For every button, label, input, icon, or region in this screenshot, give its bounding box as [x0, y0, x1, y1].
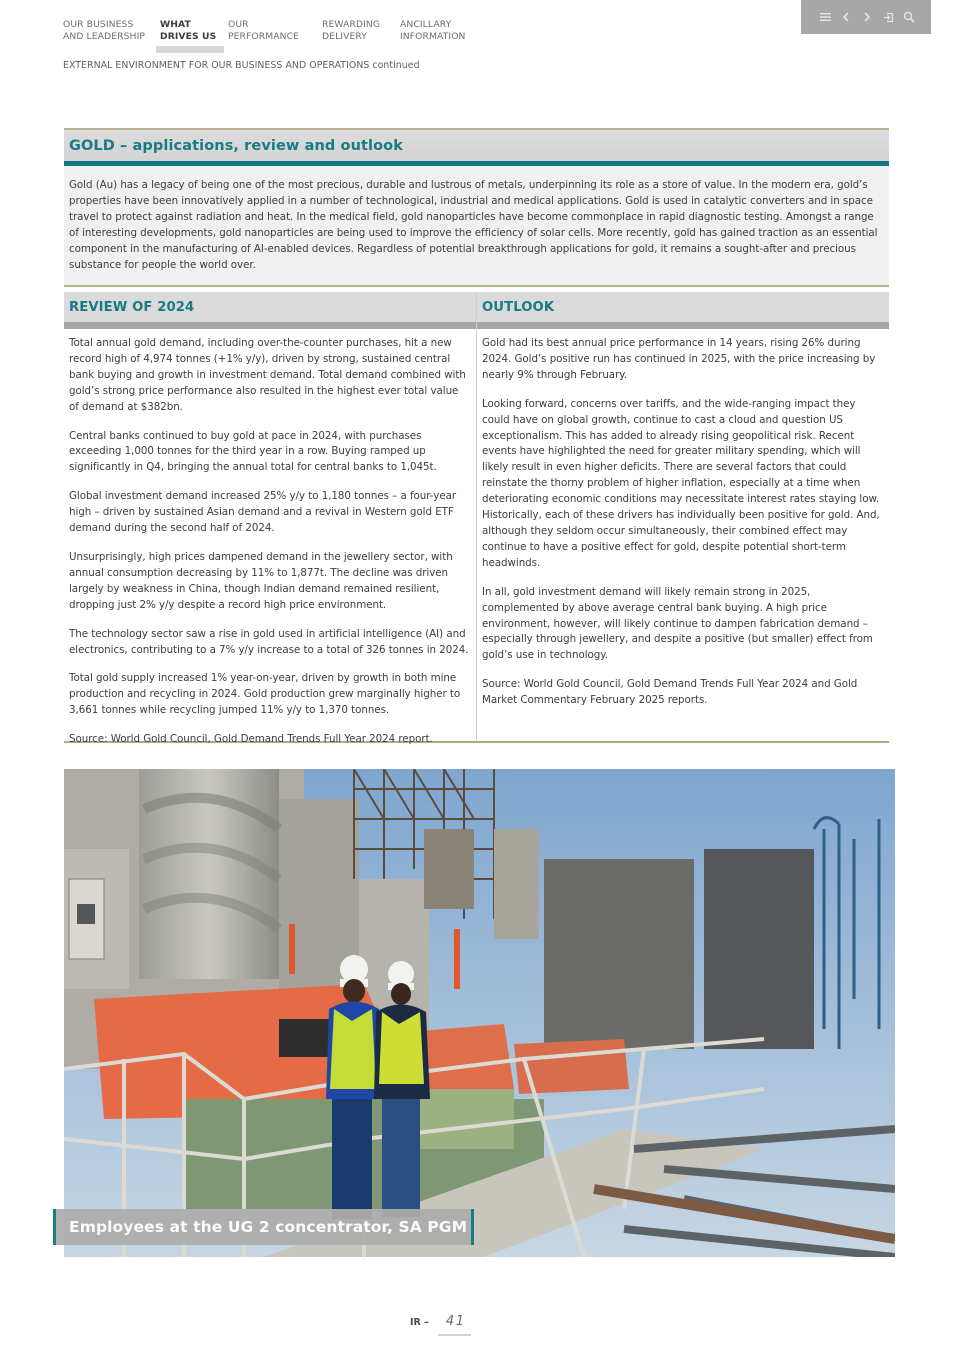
outlook-source: Source: World Gold Council, Gold Demand Trends Full Year 2024 and Gold Market Commentary February 2025 reports.: [482, 678, 858, 707]
gold-box-header: [64, 128, 889, 161]
review-header: [64, 292, 476, 322]
nav-label-line2: PERFORMANCE: [228, 30, 300, 42]
nav-rewarding-delivery[interactable]: [322, 19, 400, 42]
report-prefix: IR –: [410, 1317, 429, 1328]
page-number-text: 41: [445, 1314, 466, 1329]
review-outlook-table: [64, 292, 889, 746]
nav-what-drives-us[interactable]: [160, 19, 228, 42]
gold-intro-paragraph: Gold (Au) has a legacy of being one of the most precious, durable and lustrous of metals, underpinning its role as a store of value. In the modern era, gold’s properties have been innovatively applied in a number of technological, industrial and medical applications. Gold is used in catalytic converters and in space travel to protect against radiation and heat. In the medical field, gold nanoparticles have become commonplace in rapid diagnostic testing. Amongst a range of interesting developments, gold nanoparticles are being used to improve the efficiency of solar cells. More recently, gold has gained traction as an essential component in the manufacturing of AI-enabled devices. Regardless of potential breakthrough applications for gold, it remains a sought-after and precious substance for people the world over.: [69, 179, 878, 271]
review-paragraph: Total annual gold demand, including over-the-counter purchases, hit a new record high of 4,974 tonnes (+1% y/y), driven by strong, sustained central bank buying and growth in investment demand. Total demand combined with gold’s strong price performance also resulted in the highest ever total value of demand at $382bn.: [69, 337, 466, 413]
previous-page-icon[interactable]: [840, 10, 852, 24]
menu-icon[interactable]: [819, 10, 831, 24]
top-navigation: [63, 19, 490, 42]
nav-label-line1: ANCILLARY: [400, 19, 452, 30]
nav-label-line1: OUR BUSINESS: [63, 19, 134, 30]
industrial-plant-illustration: [64, 769, 895, 1257]
review-source: Source: World Gold Council, Gold Demand Trends Full Year 2024 report.: [69, 733, 433, 746]
nav-label-line1: OUR: [228, 19, 249, 30]
back-return-icon[interactable]: [882, 10, 894, 24]
page-number-underline: [438, 1334, 471, 1336]
outlook-paragraph: Gold had its best annual price performance in 14 years, rising 26% during 2024. Gold’s positive run has continued in 2025, with the price increasing by nearly 9% through February.: [482, 337, 876, 381]
review-paragraph: Central banks continued to buy gold at pace in 2024, with purchases exceeding 1,000 tonnes for the third year in a row. Buying ramped up significantly in Q4, bringing the annual total for central banks to 1,045t.: [69, 429, 437, 474]
nav-our-business-and-leadership[interactable]: [63, 19, 160, 42]
nav-ancillary-information[interactable]: [400, 19, 490, 42]
nav-our-performance[interactable]: [228, 19, 322, 42]
document-toolbar: [801, 0, 931, 34]
nav-label-line1: WHAT: [160, 19, 191, 30]
nav-label-line2: DELIVERY: [322, 30, 368, 42]
review-paragraph: Global investment demand increased 25% y/y to 1,180 tonnes – a four-year high – driven by sustained Asian demand and a revival in Western gold ETF demand during the second half of 2024.: [69, 490, 457, 535]
review-paragraph: The technology sector saw a rise in gold used in artificial intelligence (AI) and electronics, contributing to a 7% y/y increase to a total of 326 tonnes in 2024.: [69, 627, 469, 656]
grey-divider: [64, 322, 476, 329]
gold-box-title: GOLD – applications, review and outlook: [69, 137, 403, 154]
grey-divider: [477, 322, 889, 329]
outlook-paragraph: Looking forward, concerns over tariffs, and the wide-ranging impact they could have on global growth, continue to cast a cloud and question US exceptionalism. This has added to already rising geopolitical risk. Recent events have highlighted the need for greater military spending, which will likely result in even higher deficits. There are several factors that could reinstate the thorny problem of higher inflation, especially at a time when deteriorating economic conditions may necessitate interest rates staying low. Historically, each of these drivers has individually been positive for gold. And, although they seldom occur simultaneously, their combined effect may continue to have a positive effect for gold, despite potential short-term headwinds.: [482, 397, 880, 569]
nav-label-line2: AND LEADERSHIP: [63, 30, 146, 42]
gold-box-body: [64, 166, 889, 287]
outlook-paragraph: In all, gold investment demand will likely remain strong in 2025, complemented by above average central bank buying. A high price environment, however, will likely continue to dampen fabrication demand – especially through jewellery, and despite a positive (but smaller) effect from gold’s use in technology.: [482, 585, 873, 662]
concentrator-photo: [64, 769, 895, 1257]
review-paragraph: Total gold supply increased 1% year-on-year, driven by growth in both mine production and recycling in 2024. Gold production grew marginally higher to 3,661 tonnes while recycling jumped 11% y/y to 1,370 tonnes.: [69, 672, 461, 717]
photo-caption: [53, 1209, 474, 1245]
section-breadcrumb: EXTERNAL ENVIRONMENT FOR OUR BUSINESS AND OPERATIONS continued: [63, 60, 420, 71]
review-body: [64, 329, 476, 746]
outlook-body: [477, 329, 889, 741]
search-icon[interactable]: [903, 10, 915, 24]
outlook-title: OUTLOOK: [482, 299, 555, 315]
nav-label-line1: REWARDING: [322, 19, 381, 30]
page-footer: [410, 1314, 465, 1329]
outlook-header: [477, 292, 889, 322]
nav-label-line2: DRIVES US: [160, 30, 217, 42]
review-paragraph: Unsurprisingly, high prices dampened demand in the jewellery sector, with annual consumption decreasing by 11% to 1,877t. The decline was driven largely by weakness in China, though Indian demand remained resilient, dropping just 2% y/y despite a record high price environment.: [69, 550, 453, 611]
nav-label-line2: INFORMATION: [400, 30, 466, 42]
next-page-icon[interactable]: [861, 10, 873, 24]
review-column: [64, 292, 477, 746]
photo-caption-text: Employees at the UG 2 concentrator, SA PGM: [69, 1218, 468, 1236]
outlook-column: [477, 292, 889, 741]
page-number: [446, 1314, 466, 1329]
active-tab-indicator: [156, 46, 224, 53]
review-title: REVIEW OF 2024: [69, 299, 195, 315]
gold-applications-box: [64, 128, 889, 287]
